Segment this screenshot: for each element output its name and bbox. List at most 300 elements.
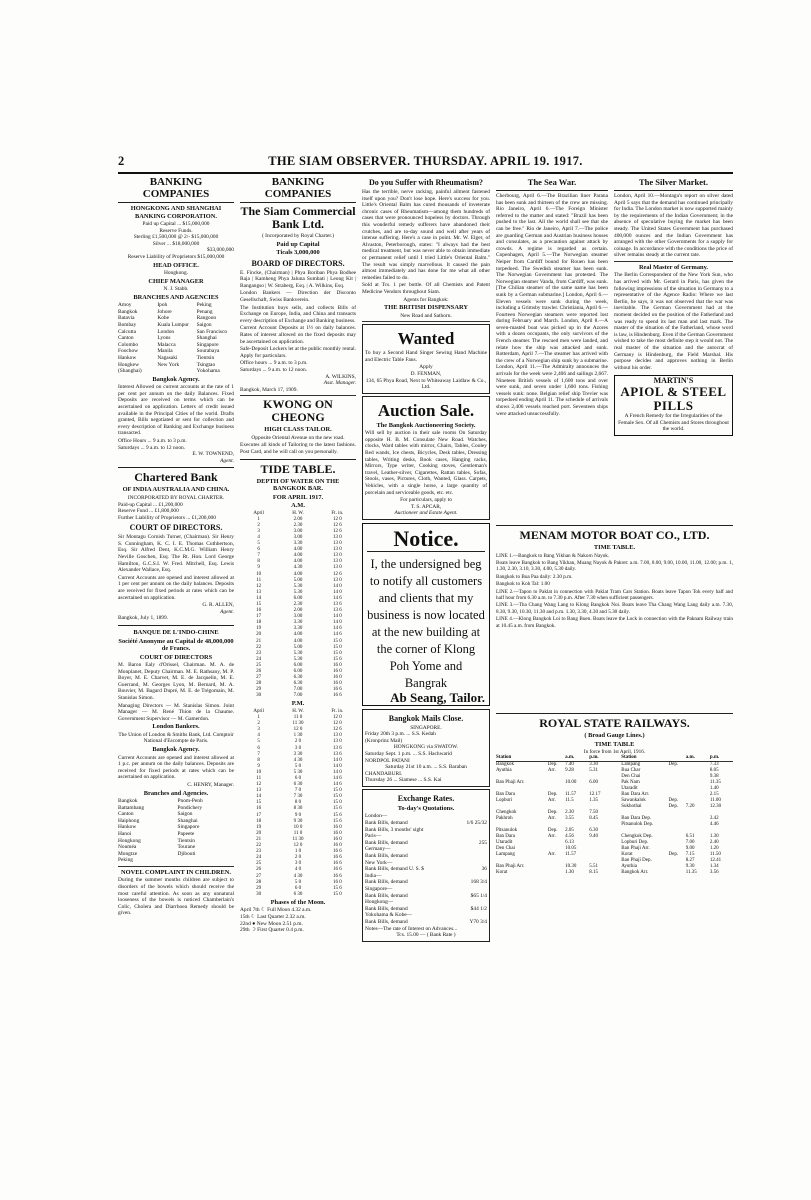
tide-cell: 2.30	[293, 522, 303, 528]
tide-cell: 12 0	[332, 516, 342, 522]
tide-cell: 7 30	[293, 794, 303, 800]
tide-cell: 11 0	[293, 715, 303, 721]
rail-cell: 3.30	[589, 762, 598, 767]
exchange-row	[365, 893, 487, 900]
tide-cell: 23	[256, 849, 262, 855]
rail-head-cell: p.m.	[709, 755, 720, 760]
tide-cell: 20	[256, 830, 262, 836]
exchange-row	[365, 827, 487, 834]
tide-cell: 4 30	[293, 873, 303, 879]
tide-cell: 5 30	[293, 769, 303, 775]
tide-cell: 14 6	[332, 782, 342, 788]
tide-cell: 15 0	[332, 891, 342, 897]
rail-cell: 7.00	[685, 840, 695, 845]
tide-cell: 26	[256, 867, 262, 873]
mail-row: CHANDABURI.	[365, 770, 403, 777]
rail-cell: Lampang	[496, 852, 515, 857]
tide-cell: 27	[256, 675, 262, 681]
rail-cell: Dep.	[668, 852, 679, 857]
tide-cell: 15 6	[332, 656, 342, 662]
tide-cell: 25	[256, 861, 262, 867]
tide-cell: 5	[257, 541, 260, 547]
tide-cell: 16 0	[332, 675, 342, 681]
tide-cell: 13 0	[332, 541, 342, 547]
branch-item: San Francisco	[196, 328, 228, 335]
tide-table-am-header: April H. W. Ft. in.	[253, 510, 344, 516]
tide-cell: 25	[256, 662, 262, 668]
exchange-label: Bank Bills, demand	[365, 918, 408, 925]
rail-cell: 8.05	[709, 768, 719, 773]
column-1: BANKING COMPANIES HONGKONG AND SHANGHAI BANKING CORPORATION. Paid up Capital ... $15,000,000 Reserve Funds. Sterling £1,500,000 @ 2/- $15,000,000 Silver ... $18,000,000 $33,000,000 Reserve Liability of Proprietors $15,000,000 HEAD OFFICE. Hongkong. CHIEF MANAGER N. J. Stabb. BRANCHES AND AGENCIES Amoy Ipoh Peking Bangkok Johore Penang Batavia Kobe Rangoon Bombay Kuala Lumpur Saigon Calcutta London San Francisco Canton Lyons Shanghai Colombo Malacca Singapore Foochow Manila Sourabaya Hankow Nagasaki Tientsin Hongkew New York Tsingtao (Shanghai) Yokohama Bangkok Agency. Interest Allowed on current accounts at the rate of 1 per cent per annum on the daily Balances. Fixed Deposits are received on terms which can be ascertained on application. Letters of credit issued available in the Principal Cities of the world. Drafts granted, Bills negotiated or sent for collection and every description of Banking and Exchange business transacted. Office Hours ... 9 a.m. to 3 p.m. Saturdays ... 9 a.m. to 12 noon. E. W. TOWNEND, Agent. Chartered Bank OF INDIA AUSTRALIA AND CHINA. INCORPORATED BY ROYAL CHARTER. Paid-up Capital ... £1,200,000 Reserve Fund ... £1,800,000 Further Liability of Proprietors ... £1,200,000 COURT OF DIRECTORS. Sir Montagu Cornish Turner, (Chairman). Sir Henry S. Cunningham, K. C. I. E. Thomas Cuthbertson, Esq. Sir Alfred Dent, K.C.M.G. William Henry Neville Goschen, Esq. The Rt. Hon. Lord George Hamilton, G.C.S.I. W. Fred. Mitchell, Esq. Lewis Alexander Wallace, Esq. Current Accounts are opened and interest allowed at 1 per cent per annum on the daily balances. Deposits are received for fixed periods at rates which can be ascertained on application. G. R. ALLEN, Agent. Bangkok, July 1, 1899. BANQUE DE L'INDO-CHINE Société Anonyme au Capital de 48,000,000 de Francs. COURT OF DIRECTORS M. Baron Ealy d'Orissel, Chairman. M. A. de Monplanet, Deputy Chairman. M. E. Rathsany, M. P. Boyer, M. E. Charvet, M. E. de Jacquelin, M. E. Guerrand, M. Georges Lyon, M. Bernard, M. A. Bouvier, M. Bagard Dupré, M. E. de Trégomain, M. Stanislas Simon. Managing Directors — M. Stanislas Simon. Joint Manager — M. René Thion de la Chaume. Government Supervisor — M. Gamerdon. London Bankers. The Union of London & Smiths Bank, Ltd. Comptoir National d'Escompte de Paris. Bangkok Agency. Current Accounts are opened and interest allowed at 1 p.c. per annum on the daily balances. Deposits are received for fixed periods at rates which can be ascertained on application. C. HENRY, Manager. Branches and Agencies. Bangkok Pnom-Penh Battambang Pondichery Canton Saigon Haiphong Shanghai Hankow Singapore Hanoi Papeete Hongkong Tientsin Nouméa Tourane Mongtze Djibouti Peking NOVEL COMPLAINT IN CHILDREN. During the summer months children are subject to disorders of the bowels which should receive the most careful attention. As soon as any unnatural looseness of the bowels is noticed Chamberlain's Colic, Cholera and Diarrhoea Remedy should be given.	[118, 176, 234, 1186]
exchange-rates: Exchange Rates. To-day's Quotations. London— Bank Bills, demand 1/6 25/32 Bank Bills, 3 months' sight Paris— Bank Bills, demand 255 Germany— Bank Bills, demand New York— Bank Bills, demand U. S. $ 36 India— Bank Bills, demand 168 3/4 Singapore— Bank Bills, demand $65 1/4 Hongkong— Bank Bills, demand $44 1/2 Yokohama & Kobe— Bank Bills, demand Y70 3/4 Notes—The rate of Interest on Advances... Tcs. 15.00 — ( Bank Rate )	[362, 789, 490, 942]
rail-cell: Arr.	[547, 834, 556, 839]
tide-cell: 15 6	[332, 812, 342, 818]
branch-item: Battambang	[118, 804, 145, 811]
tide-table-title: TIDE TABLE.	[260, 461, 336, 476]
tide-cell: 14 0	[332, 614, 342, 620]
exchange-row	[365, 853, 487, 860]
branch-item: Hongkong	[118, 837, 141, 844]
rail-cell: 3.42	[709, 816, 719, 821]
rail-cell: 9.40	[589, 834, 598, 839]
tide-cell: 16 6	[332, 873, 342, 879]
tide-cell: 6.00	[293, 595, 303, 601]
tide-cell: 4.00	[293, 553, 303, 559]
branch-item: Shanghai	[196, 335, 217, 342]
column-2-header: BANKING COMPANIES	[240, 176, 356, 203]
exchange-label: Singapore—	[365, 885, 393, 892]
tide-cell: 3.00	[293, 534, 303, 540]
tide-cell: 13 0	[332, 534, 342, 540]
tide-cell: 16 0	[332, 824, 342, 830]
tide-cell: 1	[257, 516, 260, 522]
tide-cell: 3 0	[294, 861, 302, 867]
tide-cell: 16 0	[332, 830, 342, 836]
rail-cell: Dep.	[668, 804, 679, 809]
tide-cell: 6.00	[293, 662, 303, 668]
menam-line: LINE 2.—Tapon to Paklat in connection with Paklat Tram Cars Station. Boats leave Tapon Tok every half and half hour from 6.30 a.m. to 7.30 p.m. After 7.30 when sufficient passengers.	[496, 588, 733, 601]
tide-cell: 3.30	[293, 620, 303, 626]
silver-market-header: The Silver Market.	[614, 176, 733, 191]
newspaper-page	[118, 150, 733, 1190]
tide-cell: 15 0	[332, 638, 342, 644]
tide-cell: 13 0	[332, 565, 342, 571]
tide-cell: 14 0	[332, 757, 342, 763]
branch-item: (Shanghai)	[118, 368, 142, 375]
rail-cell: 2.05	[565, 828, 574, 833]
mails-close: Bangkok Mails Close. SINGAPORE. Friday 20th 3 p.m. ... S.S. Kedah (Kronprinz Mail) HONGKONG via SWATOW. Saturday Sept. 1 p.m. ... S.S. Hachwarid NORDPOL PATANI Saturday 21st 10 a.m. ... S.S. Baraban CHANDABURI. Thursday 26 ... Siamese ... S.S. Kai	[362, 709, 490, 787]
tide-cell: 24	[256, 656, 262, 662]
branch-item: Tientsin	[196, 355, 215, 361]
rail-head-cell: a.m.	[565, 755, 575, 760]
branch-item: Lyons	[157, 335, 171, 342]
tide-cell: 28	[256, 879, 262, 885]
mail-row: (Kronprinz Mail)	[365, 737, 403, 744]
tide-cell: 5	[257, 739, 260, 745]
rail-cell: 1.30	[709, 834, 719, 839]
tide-cell: 27	[256, 873, 262, 879]
exchange-label: Hongkong—	[365, 899, 394, 906]
tide-cell: 5 0	[294, 879, 302, 885]
tide-cell: 8 30	[293, 806, 303, 812]
masthead	[118, 150, 733, 174]
rail-cell: 7.50	[589, 810, 598, 815]
tide-cell: 2	[257, 522, 260, 528]
branch-item	[178, 857, 235, 864]
menam-line: LINE 1.—Bangkok to Bang Yikhan & Nakorn Nayok.	[496, 552, 610, 559]
tide-cell: 15	[256, 800, 262, 806]
rail-cell: Bangkok Arr.	[621, 870, 649, 875]
tide-cell: 2	[257, 721, 260, 727]
exchange-row	[365, 813, 487, 820]
tide-cell: 9 0	[294, 812, 302, 818]
tide-cell: 4.00	[293, 632, 303, 638]
rail-cell: 1.35	[589, 798, 598, 803]
tide-cell: 22	[256, 843, 262, 849]
exchange-label: Bank Bills, demand	[365, 820, 408, 826]
mail-row: Saturday 21st 10 a.m. ... S.S. Baraban	[385, 764, 467, 771]
rail-cell: Dep.	[668, 762, 679, 767]
exchange-row	[365, 833, 487, 840]
tide-cell: 16 6	[332, 867, 342, 873]
tide-cell: 6 0	[294, 776, 302, 781]
menam-line: LINE 4.—Klong Bangkok Loi to Bang Buen. Boats leave the Lock in connection with the Paknam Railway train at 10.45 a.m. from Bangkok.	[496, 616, 733, 629]
tide-table-pm	[240, 715, 356, 898]
martins-pills-ad: MARTIN'S APIOL & STEEL PILLS A French Remedy for the Irregularities of the Female Sex. Of all Chemists and Stores throughout the world.	[614, 375, 733, 435]
tide-cell: 15 0	[332, 644, 342, 650]
tide-cell: 5 0	[294, 763, 302, 769]
branch-item: Tientsin	[177, 837, 195, 844]
rail-cell: 9.30	[685, 864, 695, 869]
rail-cell: 8.27	[685, 858, 695, 863]
tide-cell: 16 6	[332, 861, 342, 867]
rail-head-cell	[613, 755, 620, 761]
tide-cell: 4 0	[294, 867, 302, 873]
exchange-label: India—	[365, 872, 382, 879]
tide-cell: 16 0	[332, 879, 342, 885]
column-1-header: BANKING COMPANIES	[118, 176, 234, 203]
column-2: BANKING COMPANIES The Siam Commercial Bank Ltd. ( Incorporated by Royal Charter.) Paid up Capital Ticals 3,000,000 BOARD OF DIRECTORS. E. Fincke, (Chairman) | Phya Boriban Phya Bodhee Raja | Kamheng Phya Jaluna Sumbati | Leong Kit | Rangangso | W. Straberg, Esq. | A. Wilkins, Esq. London Bankers — Direction der Disconto Gesellschaft, Swiss Bankverein. The Institution buys sells, and collects Bills of Exchange on Europe, India, and China and transacts every description of Exchange and Banking business. Current Account Deposits at 1½ on daily balances. Rates of interest allowed on the fixed deposits may be ascertained on application. Safe-Deposit Lockers let at the public monthly rental. Apply for particulars. Office hours ... 9 a.m. to 3 p.m. Saturdays ... 9 a.m. to 12 noon. A. WILKINS, Asst. Manager. Bangkok, March 17, 1909. KWONG ON CHEONG HIGH CLASS TAILOR. Opposite Oriental Avenue on the new road. Executes all kinds of Tailoring to the latest fashions. Post Card, and he will call on you personally. TIDE TABLE. DEPTH OF WATER ON THE BANGKOK BAR. FOR APRIL 1917. A.M. April H. W. Ft. in. 1 2.00 12 0 2 2.30 12 6 3 3.00 12 6 4 3.00 13 0 5 3.30 13 0 6 4.00 13 0 7 4.00 13 0 8 4.00 13 0 9 4.30 13 0 10 4.00 12 6 11 5.00 13 0 12 5.30 14 0 13 5.30 14 0 14 6.00 14 6 15 2.30 13 6 16 2.00 13 6 17 3.00 14 0 18 3.30 14 0 19 3.30 14 6 20 4.00 14 6 21 4.00 15 0 22 5.00 15 0 23 5.30 15 0 24 5.30 15 6 25 6.00 16 0 26 6.00 16 0 27 6.30 16 0 28 6.30 16 0 29 7.00 16 6 30 7.00 16 6 P.M. April H. W. Ft. in. 1 11 0 12 0 2 11 30 12 0 3 12 0 12 6 4 1 30 13 0 5 2 0 13 0 6 3 0 13 6 7 3 30 13 6 8 4 30 14 0 9 5 0 14 0 10 5 30 14 0 11 6 0 14 6 12 6 30 14 6 13 7 0 15 0 14 7 30 15 0 15 8 0 15 0 16 8 30 15 6 17 9 0 15 6 18 9 30 15 6 19 10 0 16 0 20 11 0 16 0 21 11 30 16 0 22 12 0 16 0 23 1 0 16 6 24 2 0 16 6 25 3 0 16 6 26 4 0 16 6 27 4 30 16 6 28 5 0 16 0 29 6 0 15 6 30 6 30 15 0 Phases of the Moon. April 7th ☾ Full Moon 4.32 a.m. 15th ☾ Last Quarter 2.32 a.m. 22nd ● New Moon 2.51 p.m. 29th ☽ First Quarter 0.4 p.m.	[240, 176, 356, 1186]
exchange-value: 168 3/4	[470, 879, 487, 886]
tide-cell: 19	[256, 626, 262, 632]
tide-cell: 10	[256, 769, 262, 775]
rail-cell: Chengkok Dep.	[621, 834, 653, 839]
rail-head-cell: p.m.	[589, 755, 599, 760]
tide-cell: 14 0	[332, 589, 342, 595]
rail-head-cell: Station	[496, 755, 512, 760]
exchange-row	[365, 873, 487, 880]
tide-cell: 16 6	[332, 849, 342, 855]
rail-cell: 7.15	[685, 852, 695, 857]
exchange-label: Bank Bills, demand	[365, 879, 408, 886]
tide-cell: 29	[256, 687, 262, 693]
rail-cell: Dep.	[547, 792, 558, 797]
hsbc-head-office: HEAD OFFICE.	[153, 261, 199, 269]
tide-cell: 3.00	[293, 614, 303, 620]
tide-cell: 14 0	[332, 583, 342, 589]
tide-cell: 9	[257, 565, 260, 571]
tide-cell: 21	[256, 836, 262, 842]
rail-cell: 7.33	[709, 762, 719, 767]
tide-cell: 6	[257, 745, 260, 751]
rail-cell: 10.30	[565, 864, 577, 869]
tide-cell: 3 0	[294, 745, 302, 751]
tide-cell: 12 0	[332, 721, 342, 727]
branch-item: Tsingtao	[196, 361, 216, 368]
exchange-value: Y70 3/4	[469, 918, 487, 925]
branch-item: Canton	[118, 811, 134, 818]
tide-cell: 13 6	[332, 745, 342, 751]
tide-cell: 15 0	[332, 794, 342, 800]
tide-cell: 5.30	[293, 583, 303, 589]
exchange-label: Paris—	[365, 833, 382, 840]
tide-cell: 5.00	[293, 577, 303, 583]
tide-cell: 14 0	[332, 769, 342, 775]
indochine-name: BANQUE DE L'INDO-CHINE	[133, 629, 219, 636]
branch-item: Shanghai	[177, 817, 198, 824]
branch-item: Sourabaya	[196, 348, 220, 355]
rail-cell: 2.30	[565, 810, 574, 815]
wanted-ad: Wanted To buy a Second Hand Singer Sewing Hand Machine and Electric Table Fans. Apply D. FENMAN, 134, 65 Phya Road, Next to Whiteaway Laidlaw & Co., Ltd.	[362, 324, 490, 394]
branch-item: Rangoon	[196, 315, 217, 322]
tide-cell: 13 0	[332, 547, 342, 553]
rail-row	[496, 870, 733, 876]
tide-cell: 15 6	[332, 885, 342, 891]
tide-cell: 15 0	[332, 788, 342, 794]
tide-cell: 13 0	[332, 559, 342, 565]
rail-cell: Pak Nam	[621, 780, 640, 785]
tide-cell: 1 0	[294, 849, 302, 855]
rail-cell: Chengkok	[496, 810, 517, 815]
tide-cell: 15 6	[332, 818, 342, 824]
tide-cell: 6 0	[294, 885, 302, 891]
tide-cell: 24	[256, 855, 262, 861]
tide-cell: 13 6	[332, 751, 342, 757]
rail-cell: Lampang	[621, 762, 641, 767]
rail-cell: 9.38	[709, 774, 719, 779]
tide-cell: 6	[257, 547, 260, 553]
tide-cell: 15 0	[332, 650, 342, 656]
rail-header	[496, 755, 733, 762]
branch-item: Hanoi	[118, 830, 132, 837]
tide-cell: 7 0	[294, 788, 302, 794]
rail-cell: Arr.	[547, 816, 556, 821]
exchange-row	[365, 840, 487, 847]
rail-cell: 5.51	[589, 864, 598, 869]
branch-item: Pondichery	[177, 804, 203, 811]
tide-cell: 6.30	[293, 675, 303, 681]
rail-cell: Ban Dara	[496, 834, 516, 839]
exchange-row	[365, 866, 487, 873]
rheumatism-ad-title: Do you Suffer with Rheumatism?	[368, 178, 484, 187]
rail-cell: Lopburi	[496, 798, 513, 803]
rail-cell: 3.56	[709, 870, 719, 875]
tide-cell: 1 30	[293, 733, 303, 739]
tide-cell: 13 0	[332, 577, 342, 583]
tide-cell: 15 6	[332, 806, 342, 812]
rail-cell: Dep.	[547, 810, 558, 815]
tide-cell: 16 0	[332, 681, 342, 687]
branch-item: Bangkok	[118, 308, 138, 315]
sea-war-text: Cherbourg, April 6.—The Brazilian liner Parana has been sunk and thirteen of the crew are missing. Rio Janeiro, April 6.—The Foreign Minister referred to the matter and stated: "Brazil has been pushed to the last. All the world shall see that she can be free." Rio de Janeiro, April 7.—The police are guarding German and Austrian business houses and consulates, as a precaution against attack by crowds. A regime is regarded as certain. Copenhagen, April 5.—The Norwegian steamer Neiper from Cardiff bound for Rouen has been torpedoed. The Swedish steamer has been sunk. The Norwegian Government has protested. The Norwegian steamer Vanda, from Cardiff, was sunk. [The Chilian steamer of the same name has been sunk by a German submarine.] London, April 6.—Eleven vessels were sunk during the week, including a Grimsby trawler. Christiania, April 6.—Fourteen Norwegian steamers were reported lost during February and March. London, April 8.—A seven-masted boat was picked up in the Azores with a dozen occupants, the only survivors of the French steamer. The rescued men were landed, and relate how the ship was attacked and sunk. Rotterdam, April 7.—The steamer has arrived with the crew of a Norwegian ship sunk by a submarine. London, April 11.—The Admiralty announces the arrivals for the week were 2,406 and sailings 2,667. Nineteen British vessels of 1,600 tons and over were sunk, and seven under 1,600 tons. Fishing vessels sunk: none. Belgian relief ship Trevier was torpedoed ending April 11. The schedule of arrivals shows 2,406 vessels reached port. Seventeen ships were attacked unsuccessfully.	[496, 193, 608, 417]
rail-cell: Pakhroh	[496, 816, 513, 821]
rail-cell: Sukhothai	[621, 804, 642, 809]
tide-cell: 16 6	[332, 687, 342, 693]
tide-cell: 12 6	[332, 727, 342, 733]
branch-item: Canton	[118, 335, 134, 342]
rail-cell: Utaradit	[621, 786, 638, 791]
tide-cell: 4.30	[293, 565, 303, 571]
rail-cell: 6.13	[565, 840, 574, 845]
mail-row: Thursday 26 ... Siamese ... S.S. Kai	[365, 777, 442, 784]
branch-item	[157, 368, 194, 375]
branch-item: Papeete	[177, 830, 195, 837]
tide-cell: 3	[257, 727, 260, 733]
rail-cell	[548, 870, 564, 876]
tide-cell: 3	[257, 528, 260, 534]
rail-cell: Arr.	[547, 768, 556, 773]
branch-item: Mongtze	[118, 850, 138, 857]
exchange-label: Bank Bills, demand	[365, 892, 408, 899]
branch-item: Nouméa	[118, 844, 137, 851]
exchange-value: 255	[478, 839, 487, 846]
menam-line: Bangkok to Bua Paa daily: 2.30 p.m.	[496, 573, 573, 580]
exchange-label: London—	[365, 813, 388, 820]
rail-cell: 8.15	[589, 870, 598, 875]
tide-cell: 16 0	[332, 836, 342, 842]
rail-cell: Dep.	[547, 762, 558, 767]
tide-cell: 14	[256, 794, 262, 800]
tide-cell: 12 6	[332, 571, 342, 577]
rail-cell: Ban Phaji Dep.	[621, 858, 652, 863]
branch-item: Peking	[196, 302, 212, 309]
rail-cell: Lopburi Dep.	[621, 840, 649, 845]
tide-cell: 16	[256, 806, 262, 812]
rail-cell: 3.55	[565, 816, 574, 821]
branch-item: Tourane	[177, 844, 196, 851]
tide-cell: 23	[256, 650, 262, 656]
branch-item: Djibouti	[177, 850, 196, 857]
tide-cell: 6.00	[293, 669, 303, 674]
tide-cell: 10	[256, 571, 262, 577]
branch-item: New York	[157, 361, 180, 368]
tide-cell: 11	[256, 577, 262, 583]
branch-item: Foochow	[118, 348, 139, 355]
tide-cell: 4.00	[293, 559, 303, 565]
rail-cell: 1.34	[709, 864, 719, 869]
tide-cell: 20	[256, 632, 262, 638]
rail-cell: Ban Dara Dep.	[621, 816, 652, 821]
tide-cell: 15 0	[332, 800, 342, 806]
rail-cell: Dep.	[668, 798, 679, 803]
tide-cell: 13 0	[332, 739, 342, 745]
railways-timetable: ROYAL STATE RAILWAYS. ( Broad Gauge Lines.) TIME TABLE In force from 1st April, 1916. Station a.m. p.m. Station a.m. p.m. Bangkok Dep. 7.40 3.30 Lampang Dep. 7.33 Ayuthia Arr. 9.28 5.31 Bua Char 8.05 Den Chai 9.38 Ban Phaji Arr. 10.00 6.00 Pak Nam 11.35 Utaradit 1.40 Ban Dara Dep. 11.57 12.17 Ban Dara Arr. 2.15 Lopburi Arr. 11.5 1.35 Sawankalok Dep. 11.00 Sukhothai Dep. 7.20 12.30 Chengkok Dep. 2.30 7.50 Pakhroh Arr. 3.55 8.45 Ban Dara Dep. 3.42 Pitsanulok Dep. 4.46 Pitsanulok Dep. 2.05 6.30 Ban Dara Arr. 4.56 9.40 Chengkok Dep. 6.51 1.30 Utaradit 6.13 Lopburi Dep. 7.00 2.40 Den Chai 10.05 Ban Phaji Arr. 9.00 1.20 Lampang Arr. 11.57 Korat Dep. 7.15 11.50 Ban Phaji Dep. 8.27 12.41 Ban Phaji Arr. 10.30 5.51 Ayuthia 9.30 1.34 Korat 1.30 8.15 Bangkok Arr. 11.35 3.56	[496, 710, 733, 876]
rail-cell: 9.28	[565, 768, 574, 773]
tide-cell: 4.00	[293, 547, 303, 553]
auction-ad: Auction Sale. The Bangkok Auctioneering Society. Will sell by auction in their sale rooms On Saturday opposite H. B. M. Consulate New Road. Watches, clocks, Ward tables with mirror, Chairs, Tables, Cooley Bed wands, Ice chests, Bicycles, Desk tables, Dressing tables, Writing desks, Book cases, Hanging racks, Mirrors, Type writer, Cooking stoves, Gentleman's travel, Leather-silver, Cigarettes, Rattan tables, Sofas, Stools, vases, Pictures, Cloth, Wanted, Glass. Carpets, Vehicles, with a single horse, a large quantity of porcelain and serviceable goods, etc. etc. For particulars, apply to T. S. APCAR, Auctioneer and Estate Agent.	[362, 396, 490, 520]
sea-war-header: The Sea War.	[496, 176, 608, 191]
exchange-label: Bank Bills, demand	[365, 852, 408, 859]
tide-cell: 14 6	[332, 595, 342, 601]
branch-item: Johore	[157, 308, 172, 315]
page-number: 2	[118, 153, 125, 168]
tide-cell: 11 30	[292, 836, 304, 842]
tide-cell: 17	[256, 614, 262, 620]
rail-cell: 11.5	[565, 798, 574, 803]
rail-cell: Utaradit	[496, 840, 513, 845]
tide-cell: 13	[256, 589, 262, 595]
tide-cell: 2.00	[293, 516, 303, 522]
rail-cell: Den Chai	[496, 846, 516, 851]
tide-cell: 7.00	[293, 693, 303, 699]
tide-cell: 3.30	[293, 541, 303, 547]
tide-cell: 11	[256, 776, 262, 781]
siam-bank-name: The Siam Commercial Bank Ltd.	[240, 204, 356, 231]
branch-item: Malacca	[157, 341, 176, 348]
rail-cell: 4.46	[709, 822, 719, 827]
tide-cell: 14 0	[332, 763, 342, 769]
menam-motor-boat-ad: MENAM MOTOR BOAT CO., LTD. TIME TABLE. LINE 1.—Bangkok to Bang Yikhan & Nakorn Nayok. Boats leave Bangkok to Bang Yikhan, Muang Nayok & Pakret: a.m. 7.00, 8.00, 9.00, 10.00, 11.00, 12.00; p.m. 1, 1.30, 2.30, 3.10, 3.30, 4.00, 5.30 daily. Bangkok to Bua Paa daily: 2.30 p.m. Bangkok to Koh Tal: 1.00 LINE 2.—Tapon to Paklat in connection with Paklat Tram Cars Station. Boats leave Tapon Tok every half and half hour from 6.30 a.m. to 7.30 p.m. After 7.30 when sufficient passengers. LINE 3.—Tha Chang Wang Lang to Klong Bangkok Noi. Boats leave Tha Chang Wang Lang daily a.m. 7.30, 8.30, 9.30, 10.30, 11.30 and p.m. 1.30, 3.30, 4.30 and 5.30 daily. LINE 4.—Klong Bangkok Loi to Bang Buen. Boats leave the Lock in connection with the Paknam Railway train at 10.45 a.m. from Bangkok.	[496, 522, 733, 630]
exchange-row	[365, 919, 487, 926]
notice-ad: Notice. I, the undersigned beg to notify all customers and clients that my business is now located at the new building at the corner of Klong Poh Yome and Bangrak Ab Seang, Tailor.	[362, 523, 490, 706]
rail-cell: Pitsanulok	[496, 828, 518, 833]
mail-row: HONGKONG via SWATOW.	[393, 744, 459, 751]
tide-cell: 12 0	[332, 715, 342, 721]
tide-cell: 16	[256, 608, 262, 614]
rail-cell: 6.30	[589, 828, 598, 833]
tide-cell: 12	[256, 782, 262, 788]
exchange-value: $44 1/2	[470, 905, 487, 912]
exchange-row	[365, 879, 487, 886]
exchange-value: 1/6 25/32	[466, 820, 487, 826]
tide-cell: 15	[256, 601, 262, 607]
rail-cell: Bangkok	[496, 762, 515, 767]
tide-cell: 4	[257, 733, 260, 739]
rail-cell: 1.20	[709, 846, 719, 851]
newspaper-title: THE SIAM OBSERVER. THURSDAY. APRIL 19. 1917.	[268, 153, 583, 168]
rail-cell: 7.20	[685, 804, 695, 809]
tide-cell: 11 30	[292, 721, 304, 727]
exchange-label: Notes—The rate of Interest on Advances...	[365, 925, 458, 932]
rail-cell: 10.00	[565, 780, 577, 785]
tide-cell: 7	[257, 751, 260, 757]
exchange-value: 36	[481, 866, 487, 873]
rail-cell: Ban Dara	[496, 792, 516, 797]
tide-cell: 4	[257, 534, 260, 540]
rail-cell: 12.17	[589, 792, 601, 797]
rail-cell: Ban Phaji Arr.	[496, 864, 525, 869]
tide-cell: 2.30	[293, 601, 303, 607]
branch-item: Calcutta	[118, 328, 136, 335]
tide-table-pm-header: April H. W. Ft. in.	[253, 708, 344, 714]
branch-item: Saigon	[177, 811, 193, 818]
rail-cell: 11.00	[709, 798, 721, 803]
tide-cell: 2.00	[293, 608, 303, 614]
branch-item: Saigon	[196, 322, 212, 329]
tide-cell: 11 0	[293, 830, 303, 836]
branch-item: Nagasaki	[157, 355, 178, 361]
tide-cell: 8 0	[294, 800, 302, 806]
rail-cell: Korat	[496, 870, 508, 875]
menam-line: Boats leave Bangkok to Bang Yikhan, Muang Nayok & Pakret: a.m. 7.00, 8.00, 9.00, 10.00, 11.00, 12.00; p.m. 1, 1.30, 2.30, 3.10, 3.30, 4.00, 5.30 daily.	[496, 559, 733, 573]
hsbc-capital: Paid up Capital ... $15,000,000 Reserve Funds. Sterling £1,500,000 @ 2/- $15,000,000 Silver ... $18,000,000 $33,000,000 Reserve Liability of Proprietors $15,000,000	[127, 221, 234, 260]
tide-cell: 3.00	[293, 528, 303, 534]
tide-cell: 10 0	[293, 824, 303, 830]
tide-cell: 9	[257, 763, 260, 769]
tide-cell: 19	[256, 824, 262, 830]
branch-item: Amoy	[118, 302, 132, 309]
exchange-label: Bank Bills, demand	[365, 839, 408, 846]
